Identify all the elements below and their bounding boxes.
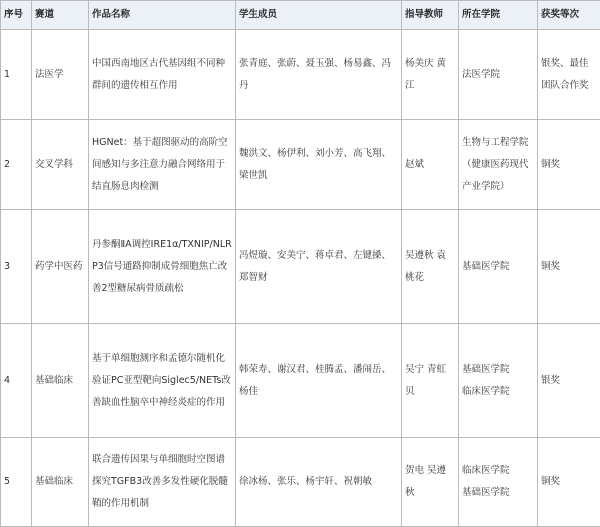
cell-index: 2 [1, 120, 32, 210]
header-index: 序号 [1, 1, 32, 30]
cell-index: 4 [1, 324, 32, 438]
cell-index: 3 [1, 210, 32, 324]
cell-members: 张青庭、张蔚、聂玉强、杨易鑫、冯丹 [236, 30, 402, 120]
cell-award: 铜奖 [538, 120, 600, 210]
cell-award: 铜奖 [538, 210, 600, 324]
cell-advisor: 贺电 吴遵秋 [402, 438, 459, 527]
school-line: 临床医学院 [462, 460, 534, 482]
cell-title: HGNet：基于超图驱动的高阶空间感知与多注意力融合网络用于结直肠息肉检测 [89, 120, 236, 210]
cell-track: 交叉学科 [32, 120, 89, 210]
cell-title: 基于单细胞测序和孟德尔随机化验证PC亚型靶向Siglec5/NETs改善缺血性脑卒中神经炎症的作用 [89, 324, 236, 438]
cell-advisor: 赵斌 [402, 120, 459, 210]
school-line: 基础医学院 [462, 359, 534, 381]
table-row [1, 438, 600, 527]
cell-school [459, 324, 538, 438]
cell-school: 法医学院 [459, 30, 538, 120]
cell-advisor: 吴宁 青虹贝 [402, 324, 459, 438]
table-row [1, 30, 600, 120]
header-row [1, 1, 600, 30]
cell-school: 基础医学院 [459, 210, 538, 324]
cell-award: 铜奖 [538, 438, 600, 527]
table-row [1, 324, 600, 438]
cell-title: 联合遗传因果与单细胞时空图谱探究TGFB3改善多发性硬化脱髓鞘的作用机制 [89, 438, 236, 527]
cell-advisor: 吴遵秋 袁桃花 [402, 210, 459, 324]
cell-school: 生物与工程学院（健康医药现代产业学院） [459, 120, 538, 210]
cell-track: 法医学 [32, 30, 89, 120]
cell-members: 韩荣寿、谢汉君、桂腾孟、潘闹岳、杨佳 [236, 324, 402, 438]
cell-title: 丹参酮ⅡA调控IRE1α/TXNIP/NLRP3信号通路抑制成骨细胞焦亡改善2型糖尿病骨质疏松 [89, 210, 236, 324]
cell-members: 冯煜璇、安美宁、蒋卓君、左键搡、郑智财 [236, 210, 402, 324]
header-advisor: 指导教师 [402, 1, 459, 30]
header-school: 所在学院 [459, 1, 538, 30]
cell-track: 基础临床 [32, 324, 89, 438]
header-members: 学生成员 [236, 1, 402, 30]
cell-members: 徐冰杨、张乐、杨宇轩、祝朝敏 [236, 438, 402, 527]
header-track: 赛道 [32, 1, 89, 30]
table-row [1, 210, 600, 324]
school-line: 基础医学院 [462, 482, 534, 504]
cell-track: 药学中医药 [32, 210, 89, 324]
cell-award: 银奖 [538, 324, 600, 438]
cell-title: 中国西南地区古代基因组不同种群间的遗传相互作用 [89, 30, 236, 120]
cell-members: 魏洪文、杨伊利、刘小芳、高飞翔、梁世凯 [236, 120, 402, 210]
cell-track: 基础临床 [32, 438, 89, 527]
cell-advisor: 杨美庆 黄江 [402, 30, 459, 120]
school-line: 临床医学院 [462, 381, 534, 403]
cell-award: 银奖、最佳团队合作奖 [538, 30, 600, 120]
cell-index: 1 [1, 30, 32, 120]
table-row [1, 120, 600, 210]
header-award: 获奖等次 [538, 1, 600, 30]
cell-school [459, 438, 538, 527]
header-title: 作品名称 [89, 1, 236, 30]
cell-index: 5 [1, 438, 32, 527]
